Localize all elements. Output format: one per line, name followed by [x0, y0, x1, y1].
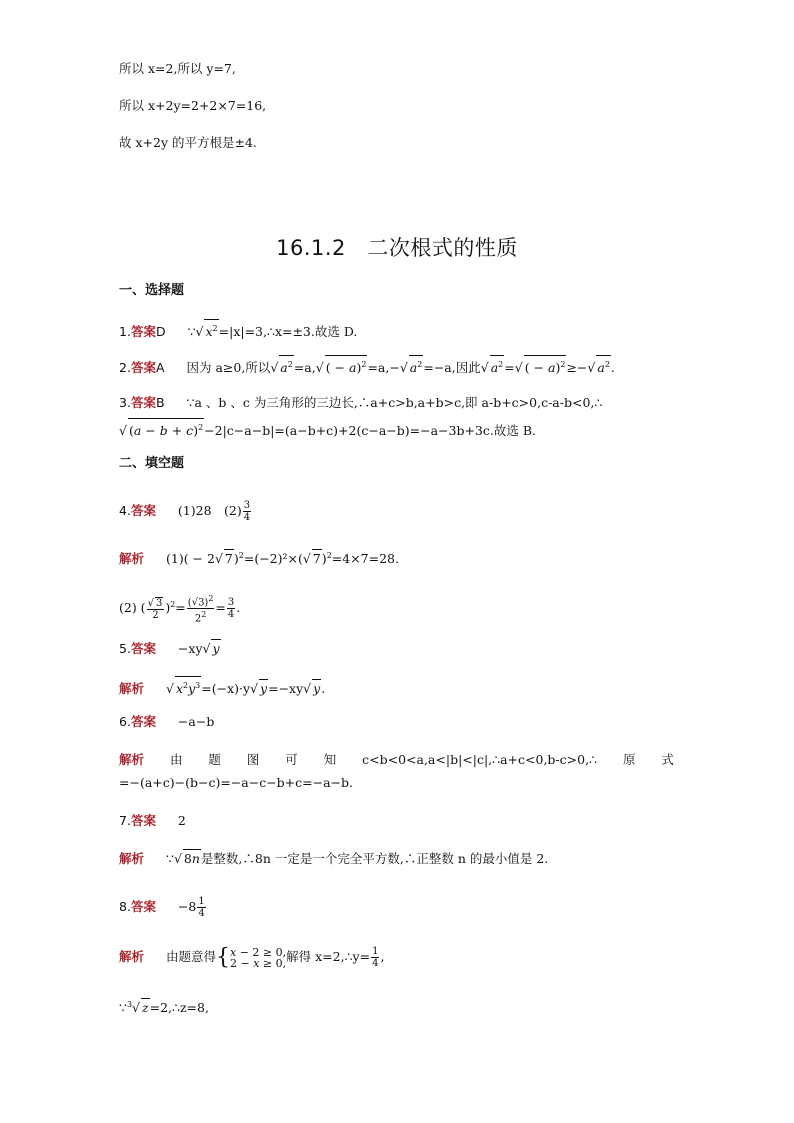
analysis-label: 解析	[119, 949, 145, 964]
q1-number: 1.	[119, 324, 131, 340]
q6-number: 6.	[119, 714, 131, 729]
q6-answer: −a−b	[177, 714, 215, 729]
q8-number: 8.	[119, 899, 131, 914]
q5-analysis-line	[119, 676, 325, 698]
q4-answer: (1)28 (2) $\frac{3}{4}$	[177, 500, 251, 523]
q6-line	[119, 713, 214, 731]
q5-analysis: √ $x^2y^3=(-x)\cdot y√$ y=−xy√ y.	[166, 681, 325, 696]
q7-number: 7.	[119, 813, 131, 828]
part2-heading: 二、填空题	[119, 456, 185, 471]
answer-label: 答案	[130, 360, 156, 376]
q4-analysis-line-2	[119, 593, 240, 625]
analysis-label: 解析	[119, 752, 145, 767]
top-line-3: 故 x+2y 的平方根是±4.	[119, 135, 257, 150]
q3-explanation-line1: ∵a 、b 、c 为三角形的三边长,∴a+c>b,a+b>c,即 a-b+c>0,c-a-b<0,∴	[186, 395, 603, 410]
q6-word: 图	[246, 752, 260, 767]
q3-line-2	[119, 418, 536, 440]
q1-explanation: ∵√ $x^2=|x|=3,\therefore x=\pm 3$.故选 D.	[188, 324, 358, 339]
top-line-1: 所以 x=2,所以 y=7,	[119, 61, 236, 76]
q4-number: 4.	[119, 503, 131, 518]
q4-line	[119, 500, 252, 523]
q8-answer: −8 $\frac{1}{4}$	[177, 896, 205, 919]
part1-heading: 一、选择题	[119, 283, 185, 298]
q2-line	[119, 355, 615, 377]
q8-analysis-line	[119, 946, 384, 969]
q3-explanation-line2: √ $(a - b + c)^2-2|c-a-b|=(a-b+c)+2(c-a-b)=-a-3b+3c$.故选 B.	[119, 423, 536, 438]
analysis-label: 解析	[119, 681, 145, 697]
q6-analysis-line-2: =−(a+c)−(b−c)=−a−c−b+c=−a−b.	[119, 775, 354, 790]
q6-word: 可	[285, 752, 298, 767]
analysis-label: 解析	[119, 851, 145, 866]
q3-line-1	[119, 394, 602, 412]
q4-analysis-line-1	[119, 547, 399, 568]
q2-number: 2.	[119, 360, 131, 376]
answer-label: 答案	[130, 714, 156, 729]
answer-label: 答案	[130, 813, 156, 828]
q6-word: 由	[169, 752, 183, 767]
q5-line	[119, 639, 221, 658]
q2-answer: A	[155, 360, 165, 376]
q6-word: 式	[661, 752, 674, 767]
q6-word: 原	[622, 752, 636, 767]
q3-number: 3.	[119, 395, 131, 410]
section-title: 16.1.2 二次根式的性质	[276, 236, 518, 260]
top-line-2: 所以 x+2y=2+2×7=16,	[119, 98, 267, 113]
q8-analysis: 由题意得{x − 2 ≥ 0, 2 − x ≥ 0,解得 x=2,∴y= $\frac{1}{4}$ ,	[165, 944, 385, 970]
q2-explanation: 因为 a≥0,所以√ $a^2=a,√$ ( − a)$^2$=a,−√ $a^2=-a$,因此√ $a^2=√$ ( − a)$^2$≥−√ $a^2$.	[186, 360, 614, 375]
q8-line	[119, 896, 207, 919]
q5-answer: −xy√ y	[178, 641, 221, 656]
q8-last: ∵$^3$√ z=2,∴z=8,	[119, 1000, 209, 1015]
answer-label: 答案	[130, 503, 156, 518]
q7-analysis: ∵√ 8n是整数,∴8n 一定是一个完全平方数,∴正整数 n 的最小值是 2.	[166, 851, 548, 866]
answer-label: 答案	[130, 641, 156, 656]
q1-answer: D	[155, 324, 166, 340]
q6-word: 知	[323, 752, 337, 767]
answer-label: 答案	[130, 324, 156, 340]
q4-analysis-2: (2) ( √ $\frac{3}{2}$ )$^2$= $\frac{(√ 3)^2}{2^2}$ = $\frac{3}{4}$ .	[119, 600, 240, 615]
answer-label: 答案	[130, 899, 156, 914]
q7-line	[119, 812, 186, 830]
q6-analysis-line-1	[119, 751, 674, 769]
q8-last-line	[119, 996, 209, 1017]
q6-word: 题	[208, 752, 221, 767]
analysis-label: 解析	[119, 551, 145, 567]
q3-answer: B	[155, 395, 165, 410]
answer-label: 答案	[130, 395, 156, 410]
q7-answer: 2	[177, 813, 186, 828]
q4-analysis-1: (1)( − 2√ 7)$^2$=(−2)²×(√ 7)$^2$=4×7=28.	[166, 551, 399, 566]
q7-analysis-line	[119, 849, 548, 868]
q6-word: c<b<0<a,a<|b|<|c|,∴a+c<0,b-c>0,∴	[362, 752, 598, 767]
q5-number: 5.	[119, 641, 131, 656]
q1-line	[119, 319, 357, 341]
